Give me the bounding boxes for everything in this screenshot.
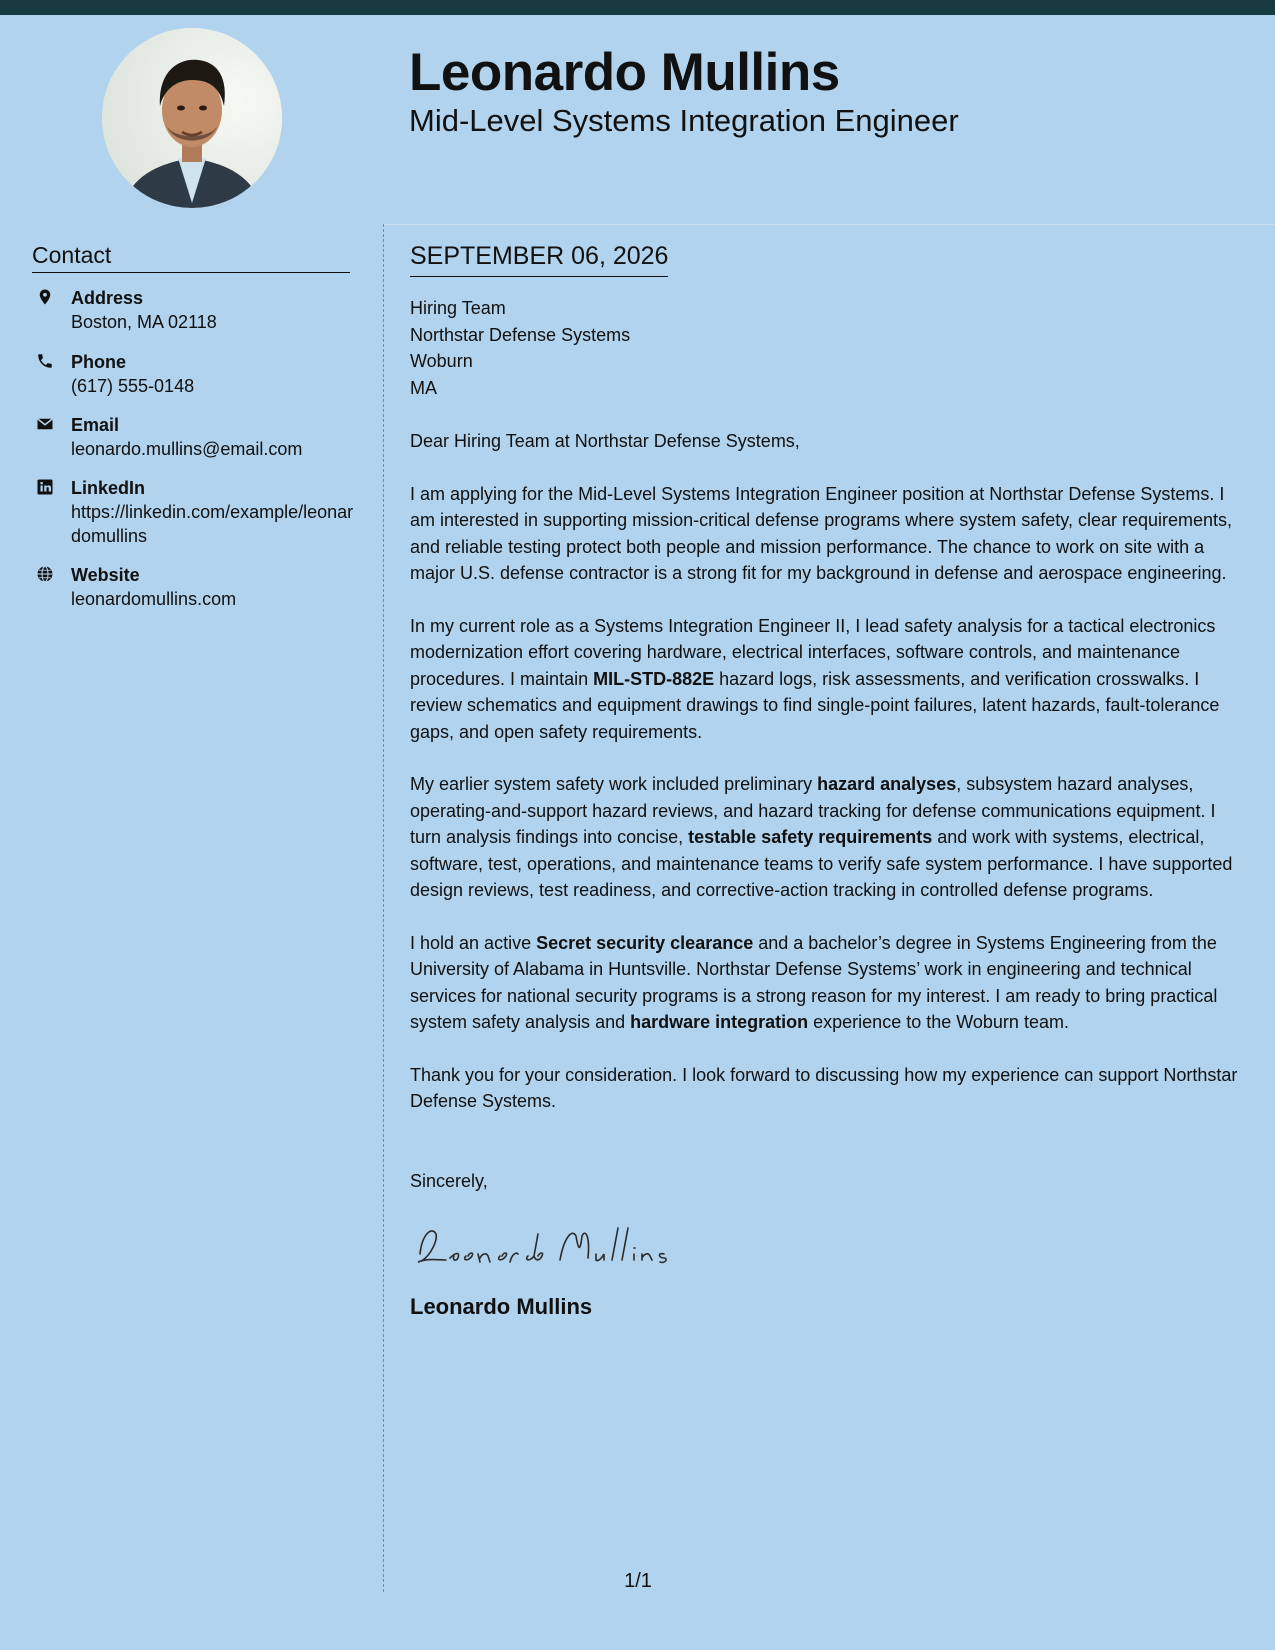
paragraph-text: In my current role as a Systems Integration Engineer II, I lead safety analysis for a tactical electronics modernization effort covering hardware, electrical interfaces, software controls, and maintenance procedures. I maintain — [410, 615, 1216, 689]
linkedin-icon — [36, 478, 54, 496]
paragraph-experience — [410, 771, 1250, 904]
paragraph-emphasis: hardware integration — [630, 1012, 809, 1032]
phone-icon — [36, 352, 54, 370]
paragraph-text: Thank you for your consideration. I look forward to discussing how my experience can support Northstar Defense Systems. — [410, 1064, 1238, 1111]
paragraph-thanks — [410, 1062, 1250, 1115]
paragraph-text: hazard logs, risk assessments, and verification crosswalks. I review schematics and equipment drawings to find single-point failures, latent hazards, fault-tolerance gaps, and open safety requirements. — [410, 668, 1220, 742]
closing: Sincerely, — [410, 1170, 488, 1191]
map-pin-icon — [36, 288, 54, 306]
contact-heading: Contact — [32, 240, 350, 273]
candidate-name: Leonardo Mullins — [409, 43, 840, 102]
paragraph-text: I am applying for the Mid-Level Systems Integration Engineer position at Northstar Defense Systems. I am interested in supporting mission-critical defense programs where system safety, clear requirements, and reliable testing protect both people and mission performance. The chance to work on site with a major U.S. defense contractor is a strong fit for my background in defense and aerospace engineering. — [410, 483, 1233, 583]
column-divider — [383, 224, 384, 1592]
paragraph-text: , subsystem hazard analyses, operating-and-support hazard reviews, and hazard tracking for defense communications equipment. I turn analysis findings into concise, — [410, 774, 1216, 847]
recipient-line: Northstar Defense Systems — [410, 324, 631, 345]
recipient-block — [410, 295, 1250, 401]
contact-value: (617) 555-0148 — [71, 376, 195, 396]
paragraph-text: and a bachelor’s degree in Systems Engineering from the University of Alabama in Huntsville. Northstar Defense Systems’ work in engineering and technical services for national security programs is a strong reason for my interest. I am ready to bring practical system safety analysis and — [410, 932, 1218, 1032]
top-accent-bar — [0, 0, 1275, 15]
paragraph-emphasis: hazard analyses — [817, 774, 957, 794]
signer-name: Leonardo Mullins — [410, 1294, 593, 1319]
recipient-line: MA — [410, 377, 437, 398]
handwritten-signature — [410, 1214, 1250, 1274]
paragraph-text: I hold an active — [410, 932, 537, 953]
candidate-title: Mid-Level Systems Integration Engineer — [409, 103, 959, 138]
contact-value: Boston, MA 02118 — [71, 312, 217, 332]
contact-label: LinkedIn — [71, 478, 146, 498]
paragraph-text: and work with systems, electrical, software, test, operations, and maintenance teams to verify safe system performance. I have supported design reviews, test readiness, and corrective-action tracking in controlled defense programs. — [410, 827, 1233, 900]
paragraph-current-role — [410, 613, 1250, 746]
contact-value: https://linkedin.com/example/leonardomullins — [71, 502, 354, 546]
contact-label: Phone — [71, 352, 127, 372]
recipient-line: Woburn — [410, 351, 473, 371]
contact-label: Website — [71, 565, 140, 585]
paragraph-emphasis: MIL-STD-882E — [593, 668, 715, 689]
contact-label: Email — [71, 415, 120, 435]
paragraph-clearance — [410, 930, 1250, 1036]
envelope-icon — [36, 415, 54, 433]
contact-value: leonardo.mullins@email.com — [71, 439, 303, 459]
contact-value: leonardomullins.com — [71, 589, 237, 609]
salutation: Dear Hiring Team at Northstar Defense Systems, — [410, 431, 800, 451]
globe-icon — [36, 565, 54, 583]
header-divider — [384, 224, 1275, 225]
letter-body — [410, 240, 1250, 1321]
letter-date: SEPTEMBER 06, 2026 — [410, 240, 668, 277]
paragraph-emphasis: testable safety requirements — [688, 827, 933, 847]
paragraph-intro — [410, 481, 1250, 587]
page-number: 1/1 — [624, 1570, 652, 1592]
paragraph-text: My earlier system safety work included preliminary — [410, 774, 818, 794]
contact-label: Address — [71, 288, 144, 308]
profile-photo — [102, 28, 282, 208]
paragraph-text: experience to the Woburn team. — [808, 1012, 1069, 1032]
recipient-line: Hiring Team — [410, 298, 506, 318]
paragraph-emphasis: Secret security clearance — [536, 932, 754, 953]
